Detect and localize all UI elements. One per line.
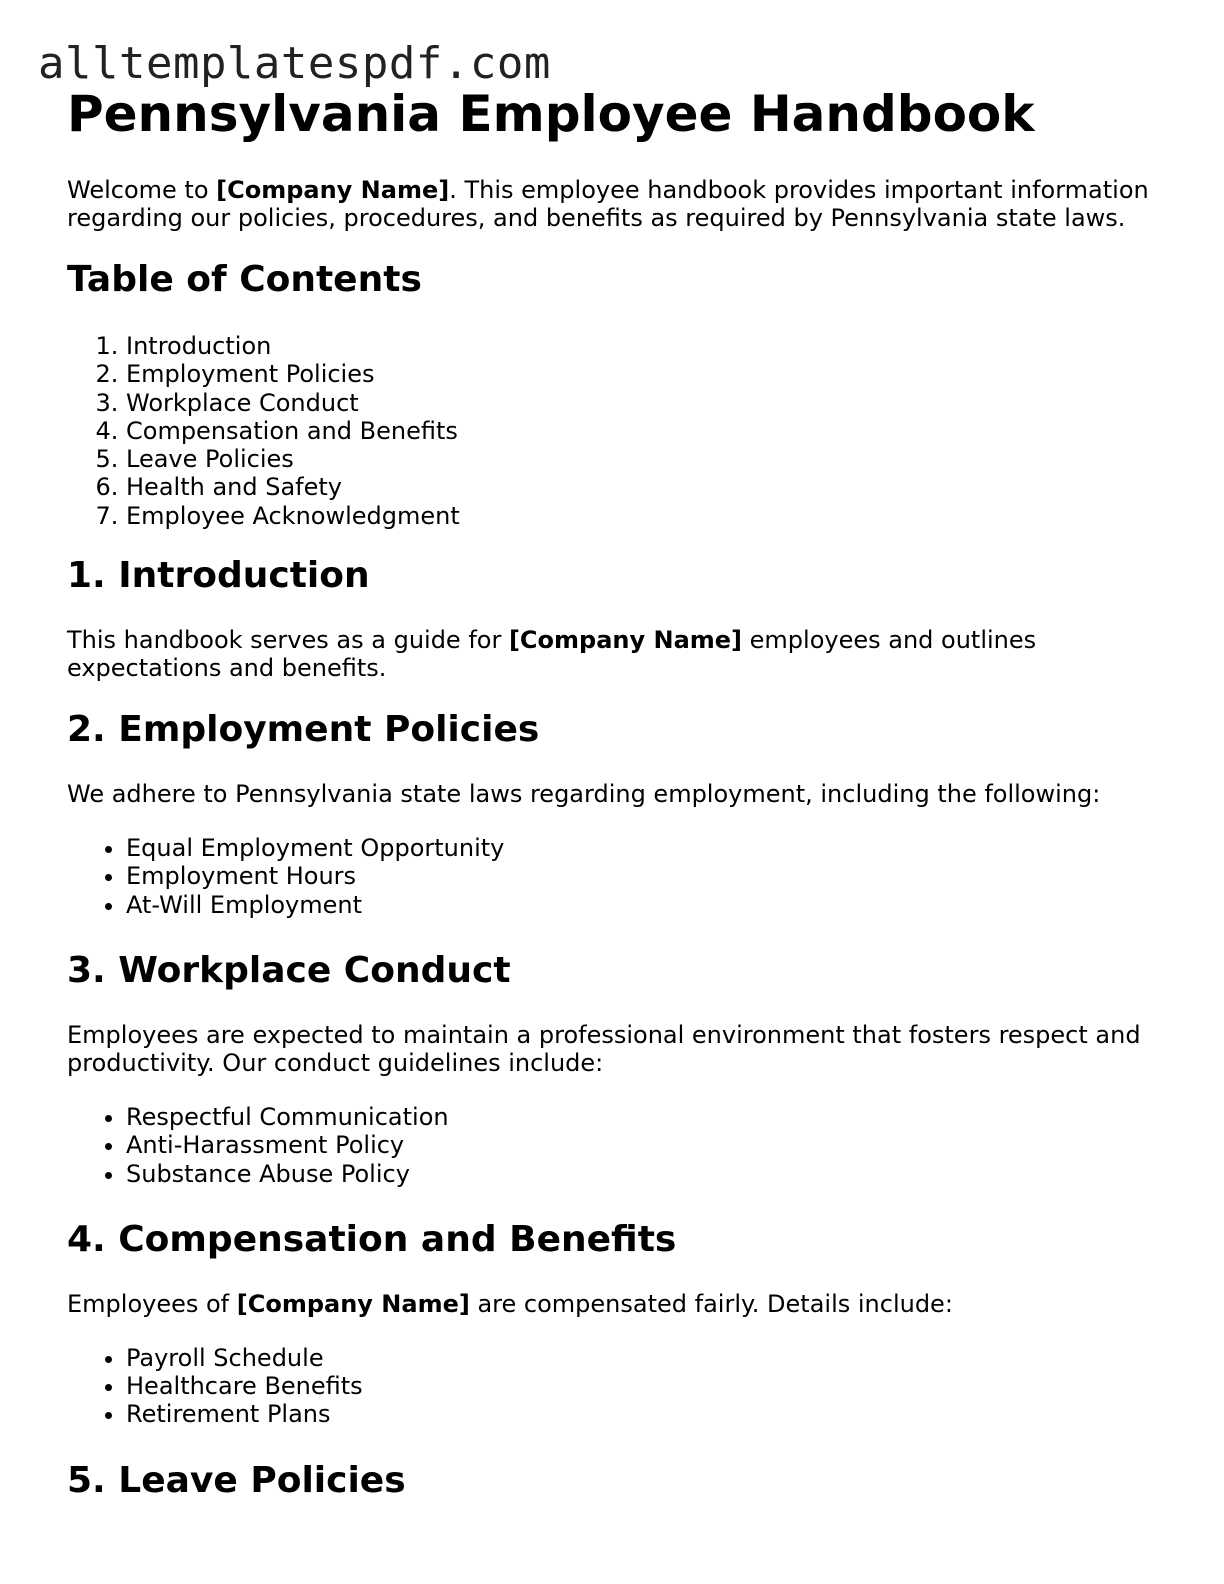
list-item: • Retirement Plans (126, 1400, 1167, 1428)
compensation-text-before: Employees of (67, 1289, 237, 1318)
toc-item: 1. Introduction (126, 332, 1167, 360)
section-heading-compensation: 4. Compensation and Benefits (67, 1218, 677, 1260)
toc-item: 3. Workplace Conduct (126, 389, 1167, 417)
toc-item: 2. Employment Policies (126, 360, 1167, 388)
section-heading-leave: 5. Leave Policies (67, 1459, 406, 1501)
conduct-paragraph: Employees are expected to maintain a professional environment that fosters respect and productivity. Our conduct guidelines include: (67, 1020, 1141, 1077)
section-heading-employment: 2. Employment Policies (67, 709, 540, 751)
toc-item: 6. Health and Safety (126, 473, 1167, 501)
section-heading-introduction: 1. Introduction (67, 555, 370, 597)
page-title: Pennsylvania Employee Handbook (67, 85, 1035, 143)
document-page (67, 84, 1167, 1531)
list-item: • At-Will Employment (126, 891, 1167, 919)
compensation-text-after: are compensated fairly. Details include: (469, 1289, 953, 1318)
welcome-text-before: Welcome to (67, 176, 217, 204)
toc-item: 7. Employee Acknowledgment (126, 502, 1167, 530)
toc-item: 5. Leave Policies (126, 445, 1167, 473)
conduct-list (67, 1103, 1167, 1188)
compensation-paragraph (67, 1290, 1167, 1318)
toc-item: 4. Compensation and Benefits (126, 417, 1167, 445)
introduction-text-before: This handbook serves as a guide for (67, 626, 509, 655)
section-heading-conduct: 3. Workplace Conduct (67, 949, 511, 991)
list-item: • Payroll Schedule (126, 1344, 1167, 1372)
introduction-paragraph (67, 626, 1167, 682)
watermark: alltemplatespdf.com (38, 38, 551, 89)
list-item: • Substance Abuse Policy (126, 1160, 1167, 1188)
company-name-placeholder: [Company Name] (216, 176, 450, 204)
welcome-paragraph (67, 176, 1167, 232)
compensation-list (67, 1344, 1167, 1429)
introduction-text-after: employees and outlines expectations and benefits. (67, 626, 1037, 683)
list-item: • Respectful Communication (126, 1103, 1167, 1131)
list-item: • Employment Hours (126, 862, 1167, 890)
company-name-placeholder: [Company Name] (236, 1289, 470, 1318)
list-item: • Equal Employment Opportunity (126, 834, 1167, 862)
company-name-placeholder: [Company Name] (508, 626, 743, 655)
list-item: • Anti-Harassment Policy (126, 1131, 1167, 1159)
list-item: • Healthcare Benefits (126, 1372, 1167, 1400)
welcome-text-after: . This employee handbook provides important information regarding our policies, procedures, and benefits as required by Pennsylvania state laws. (67, 176, 1149, 232)
employment-list (67, 834, 1167, 919)
employment-paragraph: We adhere to Pennsylvania state laws regarding employment, including the following: (67, 780, 1101, 809)
toc-list (67, 332, 1167, 530)
toc-heading: Table of Contents (67, 259, 422, 300)
